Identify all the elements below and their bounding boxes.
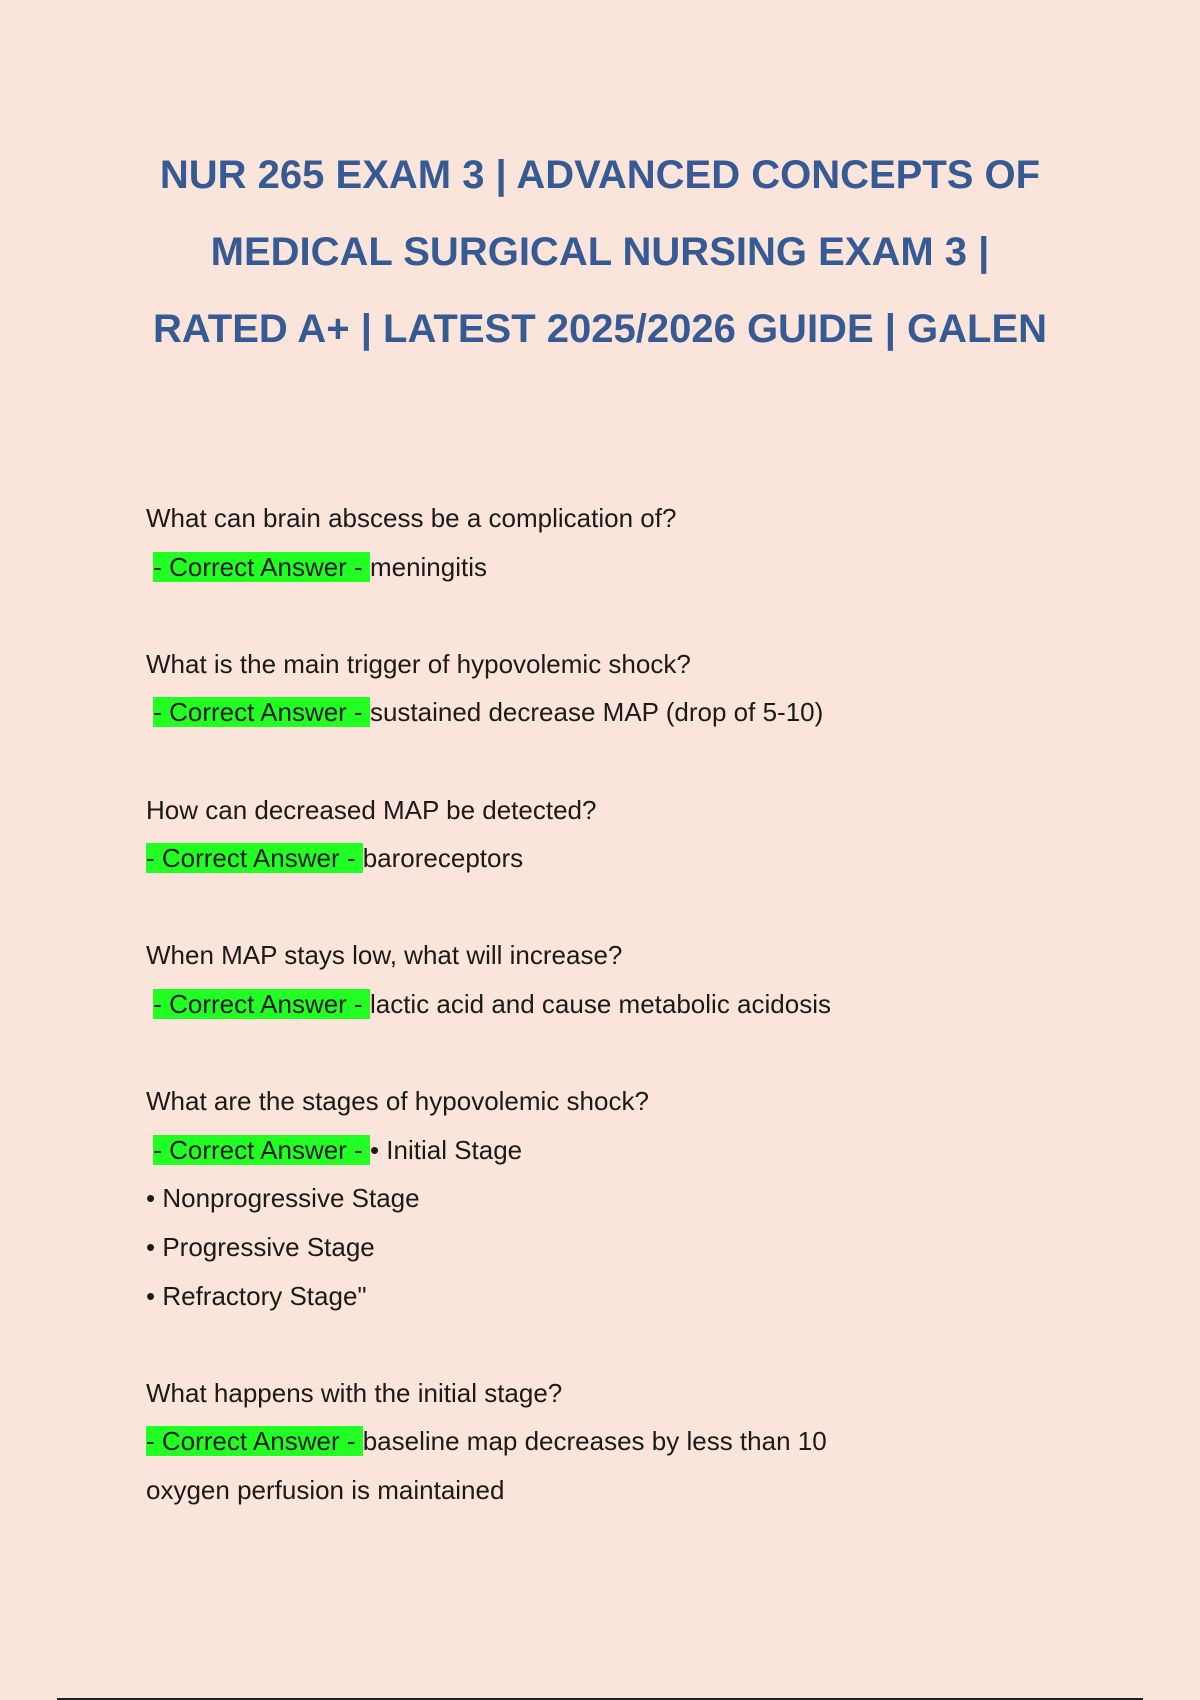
qa-item: [146, 1369, 1046, 1515]
qa-list: [146, 494, 1046, 1514]
answer-line: [146, 688, 1046, 737]
correct-answer-label: - Correct Answer -: [153, 1134, 370, 1165]
answer-line: [146, 543, 1046, 592]
answer-continuation: oxygen perfusion is maintained: [146, 1474, 505, 1505]
correct-answer-label: - Correct Answer -: [153, 988, 370, 1019]
answer-continuation: • Refractory Stage": [146, 1280, 367, 1311]
answer-text: baroreceptors: [362, 843, 524, 874]
answer-line: [146, 1126, 1046, 1175]
document-title: NUR 265 EXAM 3 | ADVANCED CONCEPTS OF MEDICAL SURGICAL NURSING EXAM 3 | RATED A+ | LATEST 2025/2026 GUIDE | GALEN: [152, 153, 1048, 351]
qa-item: [146, 640, 1046, 737]
answer-line: [146, 834, 1046, 883]
qa-item: [146, 1077, 1046, 1320]
spacer: [146, 737, 1046, 786]
answer-text: baseline map decreases by less than 10: [362, 1426, 827, 1457]
spacer: [146, 591, 1046, 640]
question: What is the main trigger of hypovolemic shock?: [146, 648, 691, 679]
correct-answer-label: - Correct Answer -: [153, 551, 370, 582]
qa-item: [146, 494, 1046, 591]
question: How can decreased MAP be detected?: [146, 794, 597, 825]
answer-line: [146, 980, 1046, 1029]
qa-item: [146, 786, 1046, 883]
answer-text: sustained decrease MAP (drop of 5-10): [369, 697, 824, 728]
qa-item: [146, 931, 1046, 1028]
spacer: [146, 883, 1046, 932]
answer-continuation: • Progressive Stage: [146, 1231, 375, 1262]
spacer: [146, 1320, 1046, 1369]
question: What happens with the initial stage?: [146, 1377, 563, 1408]
answer-text: • Initial Stage: [369, 1134, 523, 1165]
question: When MAP stays low, what will increase?: [146, 940, 623, 971]
correct-answer-label: - Correct Answer -: [153, 697, 370, 728]
correct-answer-label: - Correct Answer -: [146, 1426, 363, 1457]
answer-text: meningitis: [369, 551, 488, 582]
correct-answer-label: - Correct Answer -: [146, 843, 363, 874]
question: What can brain abscess be a complication of?: [146, 503, 677, 533]
answer-continuation: • Nonprogressive Stage: [146, 1183, 420, 1214]
spacer: [146, 1029, 1046, 1078]
question: What are the stages of hypovolemic shock?: [146, 1086, 649, 1117]
answer-line: [146, 1417, 1046, 1466]
answer-text: lactic acid and cause metabolic acidosis: [369, 988, 831, 1019]
